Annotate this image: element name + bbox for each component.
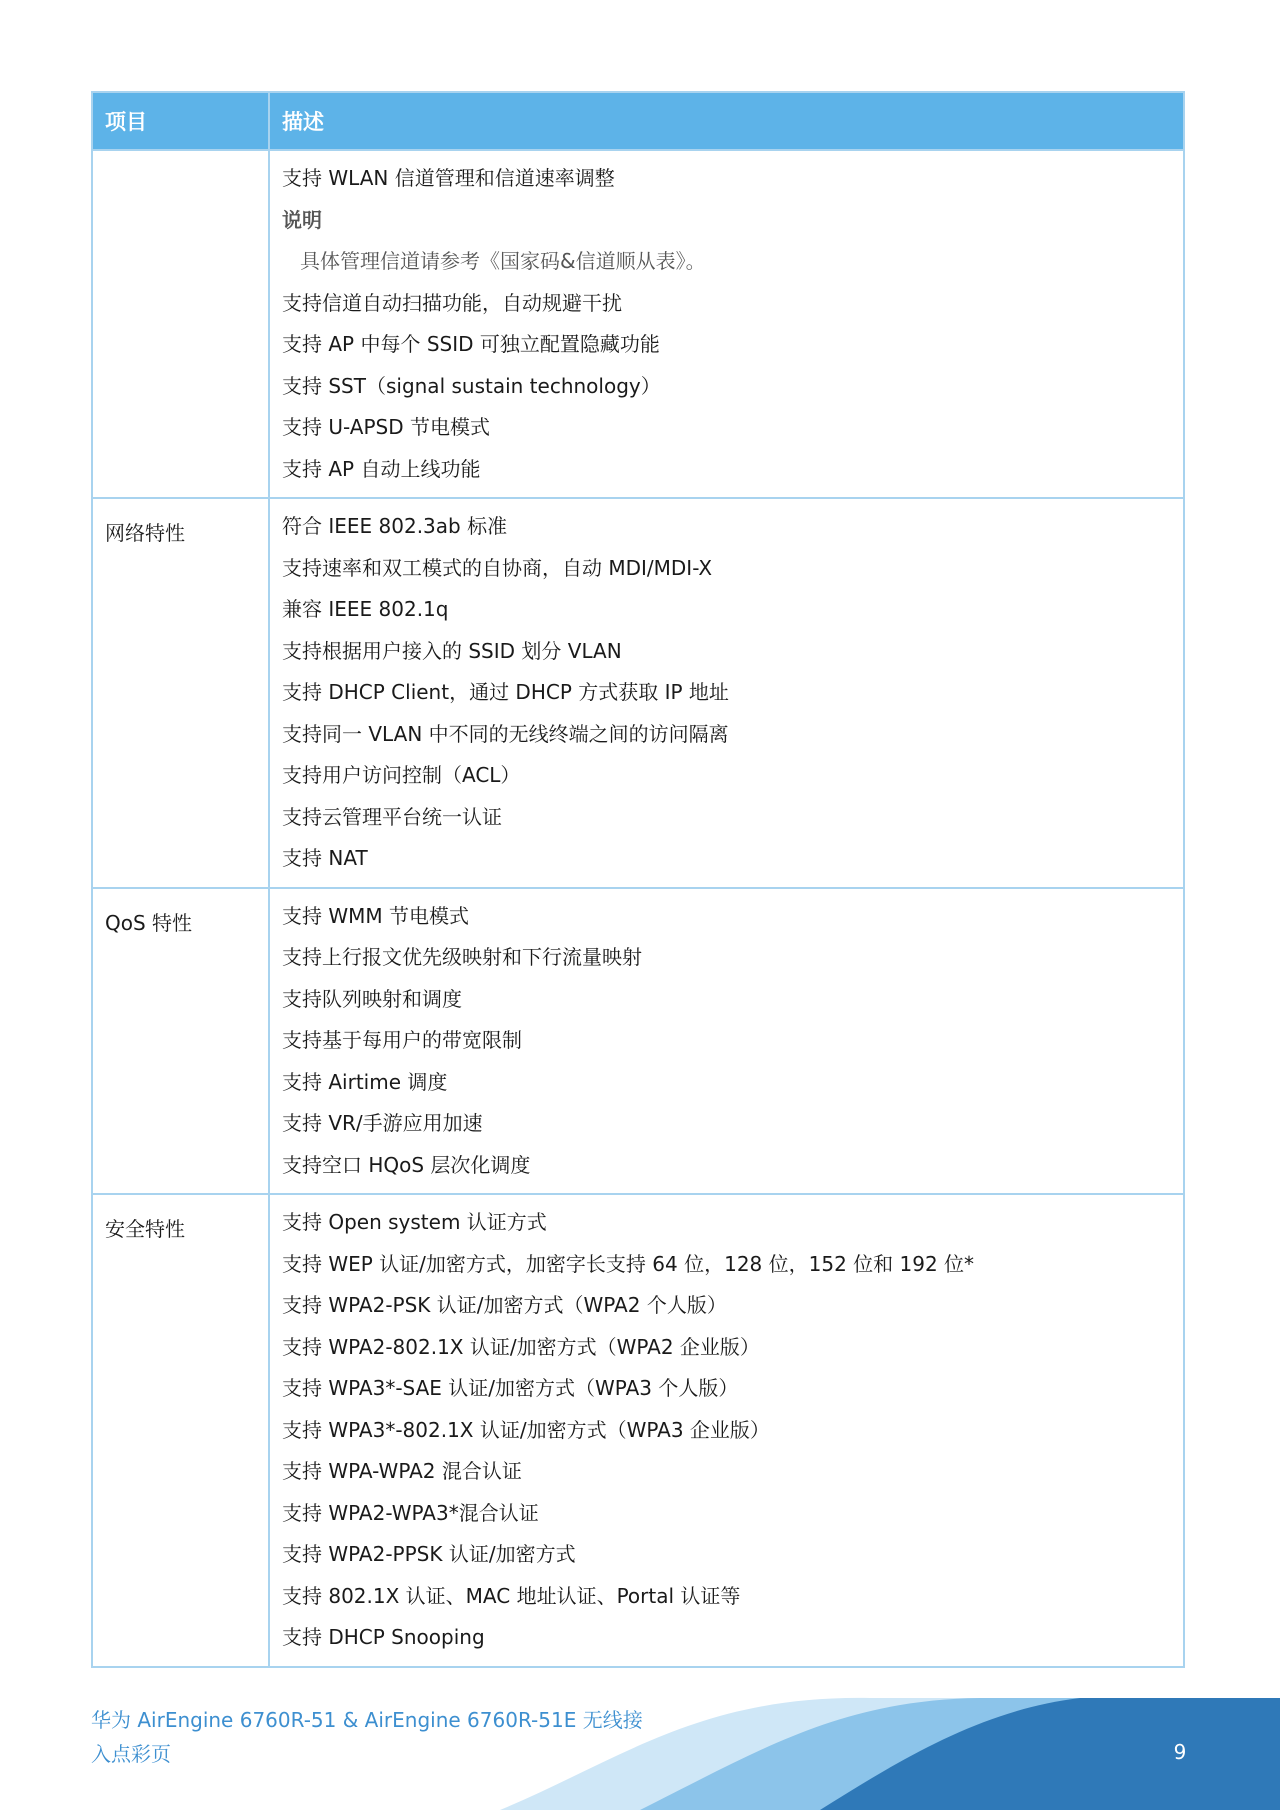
feature-line: 支持 WPA2-PPSK 认证/加密方式: [282, 1542, 576, 1566]
feature-line: 支持 DHCP Client，通过 DHCP 方式获取 IP 地址: [282, 680, 729, 704]
feature-line: 支持 VR/手游应用加速: [282, 1111, 483, 1135]
feature-line: 支持速率和双工模式的自协商，自动 MDI/MDI-X: [282, 555, 713, 580]
feature-line: 支持基于每用户的带宽限制: [282, 1028, 522, 1052]
note-text: 具体管理信道请参考《国家码&信道顺从表》。: [300, 249, 706, 273]
feature-line: 支持 WPA3*-SAE 认证/加密方式（WPA3 个人版）: [282, 1376, 739, 1400]
feature-line: 支持 AP 自动上线功能: [282, 456, 481, 481]
category-label: 安全特性: [105, 1217, 185, 1241]
feature-line: 兼容 IEEE 802.1q: [282, 597, 449, 621]
feature-line: 支持 SST（signal sustain technology）: [282, 373, 661, 398]
header-item: 项目: [92, 92, 269, 150]
feature-line: 支持 U-APSD 节电模式: [282, 415, 490, 439]
table-body: [92, 150, 1184, 1667]
table-row: [92, 498, 1184, 888]
feature-line: 支持 WLAN 信道管理和信道速率调整: [282, 166, 615, 190]
description-cell: [269, 888, 1184, 1195]
feature-line: 支持用户访问控制（ACL）: [282, 763, 521, 787]
page-number: 9: [1173, 1740, 1187, 1764]
feature-line: 支持信道自动扫描功能，自动规避干扰: [282, 290, 622, 315]
feature-line: 支持 802.1X 认证、MAC 地址认证、Portal 认证等: [282, 1583, 741, 1608]
feature-line: 支持 WEP 认证/加密方式，加密字长支持 64 位，128 位，152 位和 192 位*: [282, 1251, 975, 1276]
description-cell: [269, 1194, 1184, 1667]
category-cell: [92, 498, 269, 888]
category-cell: [92, 1194, 269, 1667]
table-header-row: [92, 92, 1184, 150]
note-label: 说明: [282, 207, 322, 232]
category-cell: [92, 888, 269, 1195]
category-label: QoS 特性: [105, 910, 193, 935]
feature-line: 支持 NAT: [282, 846, 368, 870]
feature-line: 支持云管理平台统一认证: [282, 804, 502, 829]
feature-line: 支持 WMM 节电模式: [282, 903, 470, 928]
feature-line: 支持 WPA-WPA2 混合认证: [282, 1459, 522, 1483]
table-row: [92, 1194, 1184, 1667]
category-label: [105, 165, 256, 207]
description-cell: [269, 498, 1184, 888]
table-row: [92, 888, 1184, 1195]
table-row: [92, 150, 1184, 498]
footer-document-title: 华为 AirEngine 6760R-51 & AirEngine 6760R-51E 无线接入点彩页: [91, 1708, 643, 1766]
feature-line: 支持根据用户接入的 SSID 划分 VLAN: [282, 638, 622, 663]
category-cell: [92, 150, 269, 498]
feature-line: 支持 WPA2-802.1X 认证/加密方式（WPA2 企业版）: [282, 1334, 760, 1359]
feature-line: 支持队列映射和调度: [282, 986, 462, 1011]
feature-line: 符合 IEEE 802.3ab 标准: [282, 514, 508, 538]
feature-line: 支持 WPA2-PSK 认证/加密方式（WPA2 个人版）: [282, 1293, 727, 1317]
feature-line: 支持同一 VLAN 中不同的无线终端之间的访问隔离: [282, 721, 729, 746]
feature-line: 支持 Airtime 调度: [282, 1069, 448, 1094]
feature-line: 支持 Open system 认证方式: [282, 1210, 547, 1234]
feature-line: 支持 WPA3*-802.1X 认证/加密方式（WPA3 企业版）: [282, 1417, 770, 1442]
feature-line: 支持 WPA2-WPA3*混合认证: [282, 1500, 539, 1525]
feature-line: 支持上行报文优先级映射和下行流量映射: [282, 945, 642, 969]
feature-line: 支持空口 HQoS 层次化调度: [282, 1152, 531, 1177]
feature-line: 支持 AP 中每个 SSID 可独立配置隐藏功能: [282, 332, 660, 356]
description-cell: [269, 150, 1184, 498]
header-description: 描述: [269, 92, 1184, 150]
spec-table: [91, 91, 1185, 1668]
category-label: 网络特性: [105, 521, 185, 545]
feature-line: 支持 DHCP Snooping: [282, 1625, 485, 1649]
